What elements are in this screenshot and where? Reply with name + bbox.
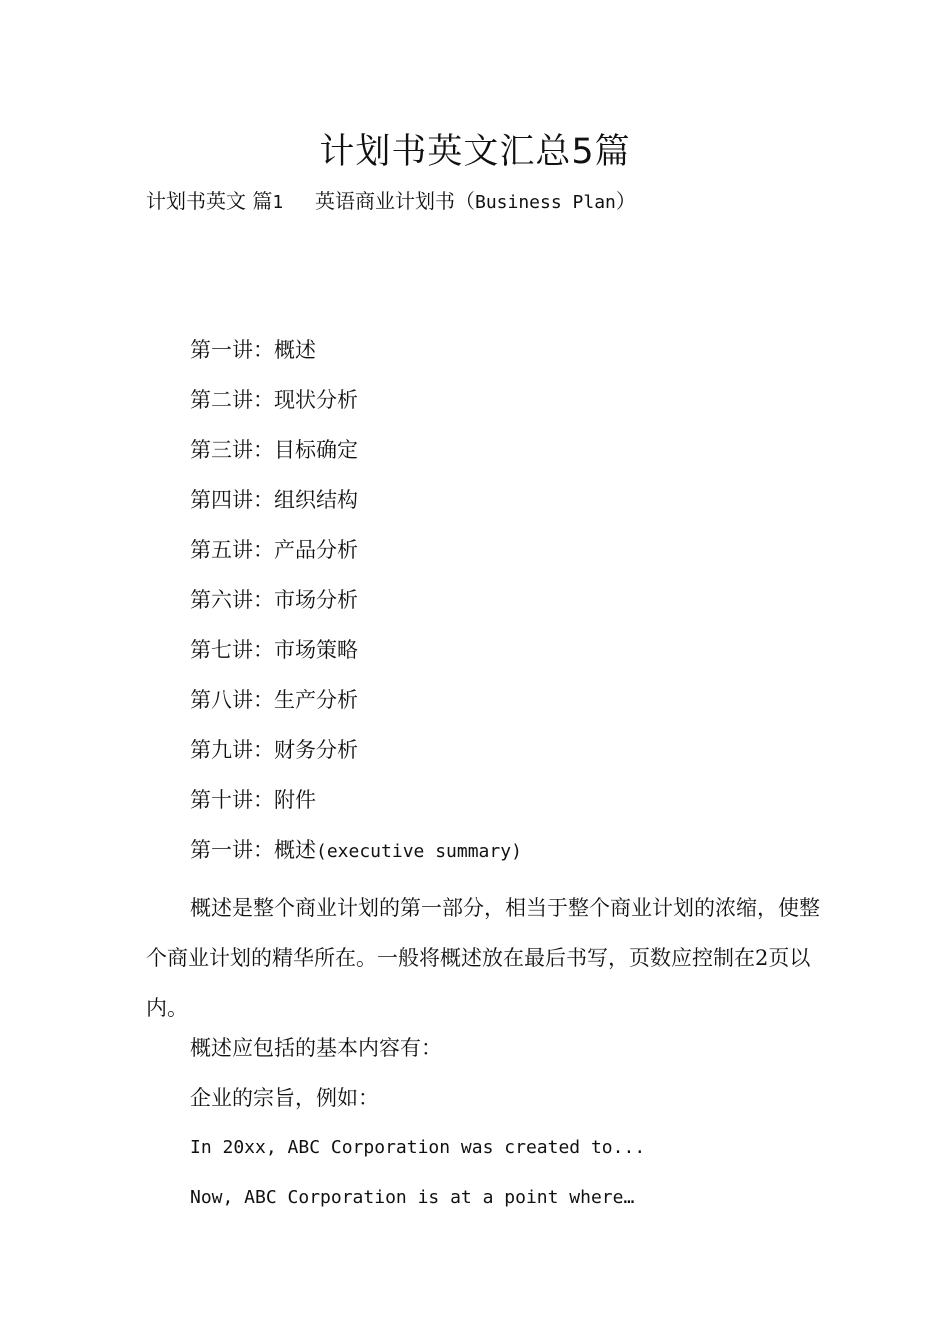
subtitle-part1: 计划书英文 篇	[146, 189, 273, 213]
section-heading-en: (executive summary)	[316, 841, 522, 862]
subtitle-number: 1	[272, 192, 284, 213]
subtitle-part2: 英语商业计划书（	[315, 189, 475, 213]
summary-paragraph: 概述是整个商业计划的第一部分，相当于整个商业计划的浓缩，使整个商业计划的精华所在。一般将概述放在最后书写，页数应控制在2页以内。	[146, 896, 820, 1020]
toc-item: 第八讲：生产分析	[190, 688, 358, 712]
document-subtitle	[146, 186, 636, 218]
body-lines	[190, 1033, 645, 1233]
section-heading-cn: 第一讲：概述	[190, 838, 316, 862]
toc-item: 第四讲：组织结构	[190, 488, 358, 512]
body-line: 企业的宗旨，例如：	[190, 1086, 379, 1110]
toc-item: 第六讲：市场分析	[190, 588, 358, 612]
toc-item: 第九讲：财务分析	[190, 738, 358, 762]
toc-item: 第一讲：概述	[190, 338, 316, 362]
english-line: In 20xx, ABC Corporation was created to...	[190, 1137, 646, 1158]
body-line: 概述应包括的基本内容有：	[190, 1036, 442, 1060]
toc-item: 第十讲：附件	[190, 788, 316, 812]
toc-item: 第七讲：市场策略	[190, 638, 358, 662]
table-of-contents	[190, 335, 522, 885]
subtitle-close: ）	[615, 189, 636, 213]
english-line: Now, ABC Corporation is at a point where…	[190, 1187, 635, 1208]
subtitle-gap	[283, 189, 315, 213]
section-heading	[190, 835, 522, 865]
toc-item: 第三讲：目标确定	[190, 438, 358, 462]
document-title: 计划书英文汇总5篇	[319, 132, 631, 172]
toc-item: 第五讲：产品分析	[190, 538, 358, 562]
toc-item: 第二讲：现状分析	[190, 388, 358, 412]
subtitle-english: Business Plan	[475, 192, 616, 213]
